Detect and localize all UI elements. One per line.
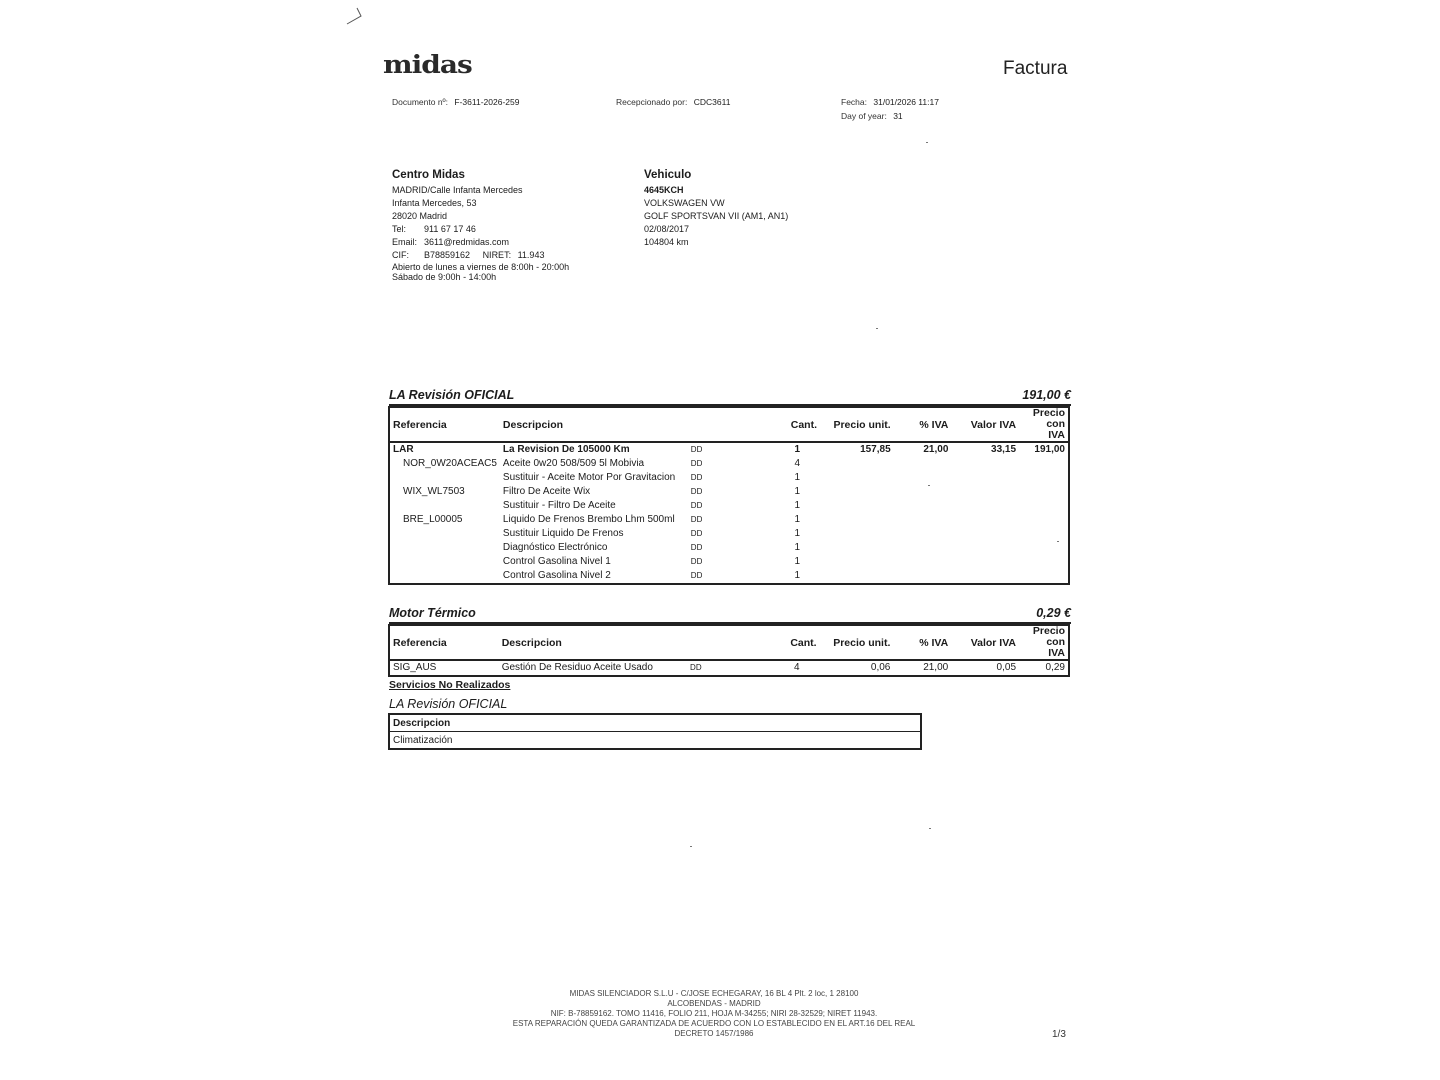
cell-valor-iva [951, 555, 1019, 569]
cell-descripcion: Gestión De Residuo Aceite Usado [501, 662, 653, 673]
documento-label: Documento nº: [392, 97, 449, 107]
vehiculo-km: 104804 km [644, 237, 689, 247]
col-descripcion: Descripcion [499, 625, 684, 660]
section-revision-title: LA Revisión OFICIAL [389, 388, 515, 402]
recepcionado-label: Recepcionado por: [616, 97, 688, 107]
cell-descripcion: Diagnóstico Electrónico [502, 542, 608, 553]
cell-precio-con-iva [1019, 513, 1069, 527]
cell-precio-unit [820, 471, 894, 485]
table-row [389, 457, 1069, 471]
cif-label: CIF: [392, 250, 409, 260]
section-revision-header [389, 388, 1071, 406]
cell-descripcion: Control Gasolina Nivel 2 [502, 570, 611, 581]
cell-cant: 1 [794, 570, 800, 581]
table-row [389, 660, 1069, 676]
table-row [389, 499, 1069, 513]
cell-valor-iva [951, 485, 1019, 499]
fecha-value: 31/01/2026 11:17 [873, 97, 939, 107]
document-title: Factura [1003, 58, 1068, 79]
cell-valor-iva [951, 513, 1019, 527]
cell-descripcion: Sustituir - Filtro De Aceite [502, 500, 616, 511]
cell-iva: 21,00 [923, 662, 949, 673]
col-iva: % IVA [893, 625, 951, 660]
table-row [389, 513, 1069, 527]
col-code [684, 625, 754, 660]
table-header-row [389, 407, 1069, 442]
cell-precio-con-iva: 0,29 [1045, 662, 1065, 673]
cell-valor-iva [951, 541, 1019, 555]
cell-precio-unit [820, 457, 894, 471]
centro-address-3: 28020 Madrid [392, 211, 448, 221]
vehiculo-title: Vehiculo [644, 169, 692, 181]
recepcionado-value: CDC3611 [693, 97, 731, 107]
scan-speck [1057, 541, 1059, 542]
col-valor-iva: Valor IVA [951, 407, 1019, 442]
cell-referencia: LAR [393, 444, 414, 455]
col-descripcion: Descripcion [389, 714, 921, 732]
scan-speck [926, 142, 928, 143]
centro-hours-weekday: Abierto de lunes a viernes de 8:00h - 20:00h [392, 262, 570, 272]
footer-line-1: MIDAS SILENCIADOR S.L.U - C/JOSE ECHEGARAY, 16 BL 4 Plt. 2 loc, 1 28100 [569, 989, 859, 998]
cell-cant: 4 [794, 458, 800, 469]
centro-address-2: Infanta Mercedes, 53 [392, 198, 477, 208]
footer-line-2: ALCOBENDAS - MADRID [667, 999, 761, 1008]
cell-referencia [389, 555, 500, 569]
niret-label: NIRET: [482, 250, 512, 260]
col-code [685, 407, 755, 442]
cell-cant: 1 [794, 542, 800, 553]
cell-descripcion: Climatización [393, 734, 453, 746]
section-motor-title: Motor Térmico [389, 606, 476, 620]
recepcionado-field [616, 96, 730, 109]
email-value: 3611@redmidas.com [424, 237, 510, 247]
cell-code: DD [690, 557, 703, 566]
cell-valor-iva [951, 457, 1019, 471]
cell-precio-unit [820, 513, 894, 527]
cell-referencia [389, 569, 500, 584]
table-row [389, 732, 921, 750]
cell-descripcion: Aceite 0w20 508/509 5l Mobivia [502, 458, 645, 469]
footer-line-5: DECRETO 1457/1986 [674, 1029, 754, 1038]
col-cant: Cant. [754, 625, 820, 660]
cell-valor-iva: 0,05 [996, 662, 1017, 673]
vehiculo-make: VOLKSWAGEN VW [644, 198, 725, 208]
cell-precio-unit [820, 499, 894, 513]
col-descripcion: Descripcion [500, 407, 685, 442]
cell-precio-unit [820, 555, 894, 569]
table-header-row [389, 714, 921, 732]
centro-title: Centro Midas [392, 169, 465, 181]
cell-precio-con-iva [1019, 541, 1069, 555]
cell-cant: 1 [794, 472, 800, 483]
niret-value: 11.943 [517, 250, 545, 260]
cif-value: B78859162 [424, 250, 471, 260]
fecha-label: Fecha: [841, 97, 867, 107]
cell-iva [894, 457, 952, 471]
cell-cant: 4 [794, 662, 800, 673]
col-iva-word: IVA [1048, 429, 1065, 441]
section-motor-header [389, 606, 1071, 624]
scan-speck [929, 828, 931, 829]
table-row [389, 569, 1069, 584]
cell-valor-iva: 33,15 [991, 444, 1017, 455]
cell-code: DD [690, 473, 703, 482]
cell-precio-unit [820, 485, 894, 499]
cell-precio-con-iva [1019, 555, 1069, 569]
cell-precio-con-iva [1019, 485, 1069, 499]
cell-referencia: BRE_L00005 [403, 514, 463, 525]
page-number: 1/3 [1052, 1029, 1066, 1040]
cell-precio-unit: 0,06 [870, 662, 891, 673]
cell-valor-iva [951, 569, 1019, 584]
email-label: Email: [392, 237, 418, 247]
cell-code: DD [690, 501, 703, 510]
col-precio-con-iva [1019, 407, 1069, 442]
documento-field [392, 96, 519, 109]
cell-descripcion: La Revision De 105000 Km [502, 444, 630, 455]
cell-valor-iva [951, 527, 1019, 541]
cell-descripcion: Sustituir Liquido De Frenos [502, 528, 624, 539]
col-iva: % IVA [894, 407, 952, 442]
scan-mark [344, 6, 364, 28]
vehiculo-date: 02/08/2017 [644, 224, 690, 234]
table-row [389, 442, 1069, 457]
cell-code: DD [690, 515, 703, 524]
cell-descripcion: Liquido De Frenos Brembo Lhm 500ml [502, 514, 675, 525]
col-precio-con-label: Precio con [1032, 407, 1065, 430]
cell-iva [894, 471, 952, 485]
motor-items-table [388, 624, 1070, 677]
tel-value: 911 67 17 46 [424, 224, 476, 234]
cell-referencia: NOR_0W20ACEAC5 [403, 458, 497, 469]
cell-referencia [389, 471, 500, 485]
table-row [389, 485, 1069, 499]
centro-cif [392, 249, 622, 262]
section-motor-total: 0,29 € [1036, 606, 1071, 620]
scan-speck [690, 846, 692, 847]
cell-cant: 1 [794, 486, 800, 497]
cell-precio-con-iva [1019, 499, 1069, 513]
table-row [389, 527, 1069, 541]
day-of-year-field [841, 110, 903, 123]
scan-speck [876, 328, 878, 329]
col-iva-word: IVA [1048, 647, 1065, 659]
documento-value: F-3611-2026-259 [454, 97, 520, 107]
col-precio-unit: Precio unit. [820, 625, 894, 660]
col-referencia: Referencia [389, 407, 500, 442]
cell-precio-unit [820, 541, 894, 555]
cell-cant: 1 [794, 500, 800, 511]
day-of-year-value: 31 [893, 111, 903, 121]
fecha-field [841, 96, 939, 109]
cell-iva [894, 541, 952, 555]
cell-descripcion: Filtro De Aceite Wix [502, 486, 591, 497]
section-revision-total: 191,00 € [1022, 388, 1071, 402]
col-referencia: Referencia [389, 625, 499, 660]
table-header-row [389, 625, 1069, 660]
cell-cant: 1 [794, 514, 800, 525]
cell-precio-con-iva [1019, 569, 1069, 584]
centro-email [392, 236, 622, 249]
col-cant: Cant. [754, 407, 820, 442]
vehiculo-model: GOLF SPORTSVAN VII (AM1, AN1) [644, 211, 789, 221]
cell-iva: 21,00 [923, 444, 949, 455]
footer-line-4: ESTA REPARACIÓN QUEDA GARANTIZADA DE ACUERDO CON LO ESTABLECIDO EN EL ART.16 DEL REAL [512, 1019, 916, 1028]
cell-referencia: WIX_WL7503 [403, 486, 465, 497]
cell-referencia [389, 527, 500, 541]
col-precio-unit: Precio unit. [820, 407, 894, 442]
cell-iva [894, 569, 952, 584]
centro-block [392, 168, 622, 282]
cell-descripcion: Sustituir - Aceite Motor Por Gravitacion [502, 472, 676, 483]
cell-iva [894, 485, 952, 499]
cell-precio-con-iva [1019, 527, 1069, 541]
cell-iva [894, 555, 952, 569]
cell-code: DD [690, 543, 703, 552]
cell-cant: 1 [794, 444, 800, 455]
revision-items-table [388, 406, 1070, 585]
tel-label: Tel: [392, 224, 407, 234]
day-of-year-label: Day of year: [841, 111, 887, 121]
col-precio-con-iva [1019, 625, 1069, 660]
cell-precio-con-iva [1019, 471, 1069, 485]
centro-address-1: MADRID/Calle Infanta Mercedes [392, 185, 523, 195]
cell-descripcion: Control Gasolina Nivel 1 [502, 556, 611, 567]
cell-cant: 1 [794, 556, 800, 567]
midas-logo: midas [383, 49, 472, 80]
cell-precio-con-iva [1019, 457, 1069, 471]
no-realizados-table [388, 713, 922, 750]
cell-precio-con-iva: 191,00 [1034, 444, 1065, 455]
col-valor-iva: Valor IVA [951, 625, 1019, 660]
table-row [389, 471, 1069, 485]
cell-valor-iva [951, 471, 1019, 485]
cell-code: DD [690, 487, 703, 496]
cell-iva [894, 499, 952, 513]
cell-referencia [389, 541, 500, 555]
scan-speck [928, 485, 930, 486]
cell-iva [894, 513, 952, 527]
centro-hours-saturday: Sábado de 9:00h - 14:00h [392, 272, 497, 282]
cell-precio-unit [820, 527, 894, 541]
col-precio-con-label: Precio con [1032, 625, 1065, 648]
vehiculo-block [644, 168, 864, 249]
table-row [389, 555, 1069, 569]
cell-precio-unit: 157,85 [860, 444, 891, 455]
no-realizados-subtitle: LA Revisión OFICIAL [389, 697, 921, 715]
no-realizados-title: Servicios No Realizados [389, 679, 511, 691]
cell-code: DD [690, 663, 702, 672]
cell-referencia: SIG_AUS [393, 662, 437, 673]
cell-precio-unit [820, 569, 894, 584]
centro-tel [392, 223, 622, 236]
footer-line-3: NIF: B-78859162. TOMO 11416, FOLIO 211, HOJA M-34255; NIRI 28-32529; NIRET 11943. [550, 1009, 878, 1018]
footer-legal [480, 989, 948, 1039]
cell-code: DD [690, 459, 703, 468]
cell-iva [894, 527, 952, 541]
cell-code: DD [690, 445, 703, 454]
cell-cant: 1 [794, 528, 800, 539]
cell-code: DD [690, 529, 703, 538]
table-row [389, 541, 1069, 555]
vehiculo-plate: 4645KCH [644, 185, 684, 195]
cell-referencia [389, 499, 500, 513]
cell-valor-iva [951, 499, 1019, 513]
cell-code: DD [690, 571, 703, 580]
